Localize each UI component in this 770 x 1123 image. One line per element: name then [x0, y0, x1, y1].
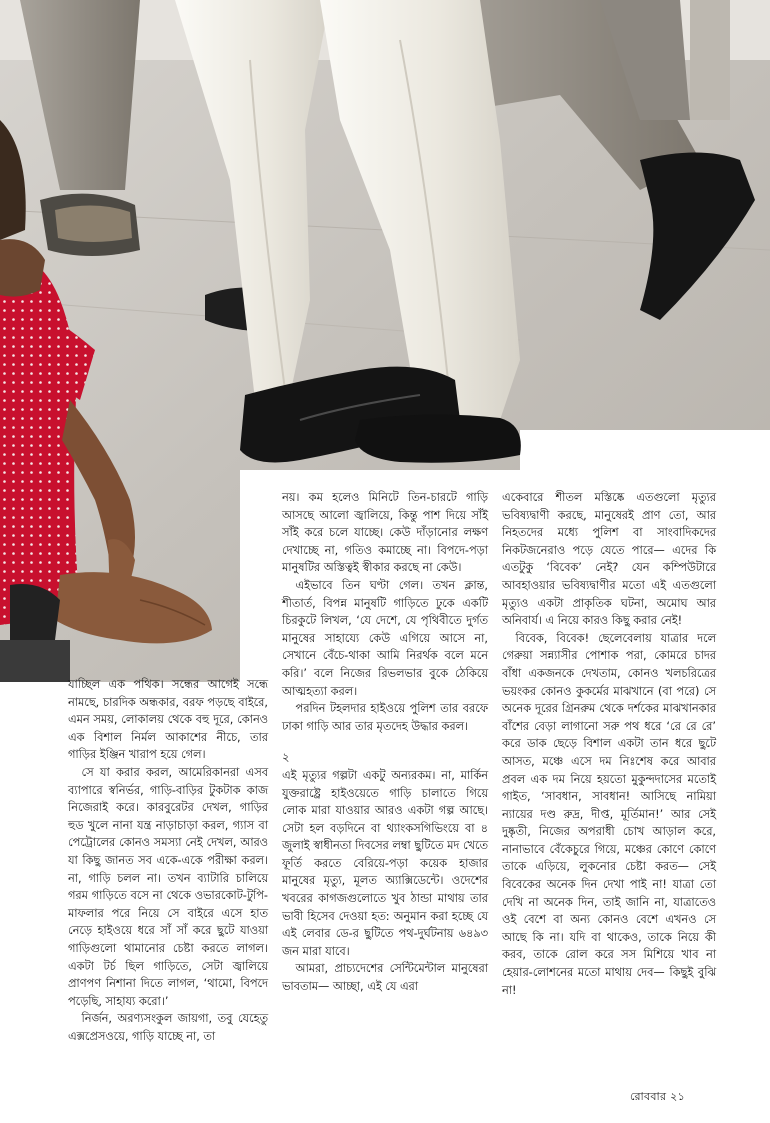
- paragraph: নয়। কম হলেও মিনিটে তিন-চারটে গাড়ি আসছে আলো জ্বালিয়ে, কিন্তু পাশ দিয়ে সাঁই সাঁই করে চলে যাচ্ছে। কেউ দাঁড়ানোর লক্ষণ দেখাচ্ছে না, গতিও কমাচ্ছে না। বিপদে-পড়া মানুষটির অস্তিত্বই স্বীকার করছে না কেউ।: [282, 491, 488, 575]
- paragraph: বিবেক, বিবেক! ছেলেবেলায় যাত্রার দলে গেরুয়া সন্ন্যাসীর পোশাক পরা, কোমরে চাদর বাঁধা একজনকে দেখতাম, কোনও খলচরিত্রের ভয়ংকর কোনও কুকর্মের মাঝখানে (বা পরে) সে অনেক দূরের গ্রিনরুম থেকে দর্শকের মাঝখানকার বাঁশের বেড়া লাগানো সরু পথ ধরে ‘রে রে রে’ করে ডাক ছেড়ে বিশাল একটা তান ধরে ছুটে আসত, মঞ্চে এসে দম নিঃশেষ করে আবার প্রবল এক দম নিয়ে হয়তো মুকুন্দদাসের মতোই গাইত, ‘সাবধান, সাবধান! আসিছে নামিয়া ন্যায়ের দণ্ড রুদ্র, দীপ্ত, মূর্তিমান!’ আর সেই দুষ্কৃতী, নিজের অপরাধী চোখ আড়াল করে, নানাভাবে বেঁকেচুরে গিয়ে, মঞ্চের কোণে কোণে তাকে এড়িয়ে, লুকনোর চেষ্টা করত— সেই বিবেকের অনেক দিন দেখা পাই না! যাত্রা তো দেখি না অনেক দিন, তাই জানি না, যাত্রাতেও ওই বেশে বা অন্য কোনও বেশে এখনও সে আছে কি না। যদি বা থাকেও, তাকে নিয়ে কী করব, তাকে রোল করে সস মিশিয়ে খাব না হেয়ার-লোশনের মতো মাথায় দেব— কিছুই বুঝি না!: [502, 631, 716, 997]
- page-folio: রোববার ২১: [630, 1090, 686, 1103]
- column-3: [502, 489, 716, 999]
- paragraph: নির্জন, অরণ্যসংকুল জায়গা, তবু যেহেতু এক্সপ্রেসওয়ে, গাড়ি যাচ্ছে না, তা: [68, 1012, 268, 1043]
- paragraph: সে যা করার করল, আমেরিকানরা এসব ব্যাপারে স্বনির্ভর, গাড়ি-বাড়ির টুকটাক কাজ নিজেরাই করে। কারবুরেটর দেখল, গাড়ির হুড খুলে নানা যন্ত্র নাড়াচাড়া করল, গ্যাস বা পেট্রোলের কোনও সমস্যা নেই দেখল, আরও যা কিছু জানত সব একে-একে পরীক্ষা করল। না, গাড়ি চলল না। তখন ব্যাটারি চালিয়ে গরম গাড়িতে বসে না থেকে ওভারকোট-টুপি-মাফলার পরে নিয়ে সে বাইরে এসে হাত নেড়ে হাইওয়ে ধরে সাঁ সাঁ করে ছুটে যাওয়া গাড়িগুলো থামানোর চেষ্টা করতে লাগল। একটা টর্চ ছিল গাড়িতে, সেটা জ্বালিয়ে প্রাণপণ নিশানা দিতে লাগল, ‘থামো, বিপদে পড়েছি, সাহায্য করো।’: [68, 765, 268, 1008]
- column-2: [282, 489, 488, 996]
- paragraph: এই মৃত্যুর গল্পটা একটু অন্যরকম। না, মার্কিন যুক্তরাষ্ট্রে হাইওয়েতে গাড়ি চালাতে গিয়ে লোক মারা যাওয়ার আরও একটা গল্প আছে। সেটা হল বড়দিনে বা থ্যাংকসগিভিংয়ে বা ৪ জুলাই স্বাধীনতা দিবসের লম্বা ছুটিতে মদ খেতে ফূর্তি করতে বেরিয়ে-পড়া কয়েক হাজার মানুষের মৃত্যু, মূলত অ্যাক্সিডেন্টে। ওদেশের খবরের কাগজগুলোতে খুব ঠান্ডা মাথায় তার ভাবী হিসেব দেওয়া হত: অনুমান করা হচ্ছে যে এই লেবার ডে-র ছুটিতে পথ-দুর্ঘটনায় ৬৪৯৩ জন মারা যাবে।: [282, 768, 488, 958]
- section-number: ২: [282, 751, 290, 765]
- paragraph: এইভাবে তিন ঘণ্টা গেল। তখন ক্লান্ত, শীতার্ত, বিপন্ন মানুষটি গাড়িতে ঢুকে একটি চিরকুটে লিখল, ‘যে দেশে, যে পৃথিবীতে দুর্গত মানুষের সাহায্যে কেউ এগিয়ে আসে না, সেখানে বেঁচে-থাকা আমি নিরর্থক বলে মনে করি।’ বলে নিজের রিভলভার বুকে ঠেকিয়ে আত্মহত্যা করল।: [282, 578, 488, 698]
- paragraph: আমরা, প্রাচ্যদেশের সেন্টিমেন্টাল মানুষেরা ভাবতাম— আচ্ছা, এই যে এরা: [282, 962, 488, 994]
- paragraph: পরদিন টহলদার হাইওয়ে পুলিশ তার বরফে ঢাকা গাড়ি আর তার মৃতদেহ উদ্ধার করল।: [282, 702, 488, 733]
- paragraph: যাচ্ছিল এক পথিক। সন্ধের আগেই সন্ধে নামছে, চারদিক অন্ধকার, বরফ পড়ছে বাইরে, এমন সময়, লোকালয় থেকে বহু দূরে, কোনও এক বিশাল নির্মল আকাশের নীচে, তার গাড়ির ইঞ্জিন খারাপ হয়ে গেল।: [68, 678, 268, 762]
- column-1: [68, 676, 268, 1045]
- paragraph: একেবারে শীতল মস্তিষ্কে এতগুলো মৃত্যুর ভবিষ্যদ্বাণী করছে, মানুষেরই প্রাণ তো, আর নিহতদের মধ্যে পুলিশ বা সাংবাদিকদের নিকটজনেরাও পড়ে যেতে পারে— এদের কি এতটুকু ‘বিবেক’ নেই? যেন কম্পিউটারে আবহাওয়ার ভবিষ্যদ্বাণীর মতো এই এতগুলো মৃত্যুও একটা প্রাকৃতিক ঘটনা, অমোঘ আর অনিবার্য। এ নিয়ে কারও কিছু করার নেই!: [502, 491, 716, 628]
